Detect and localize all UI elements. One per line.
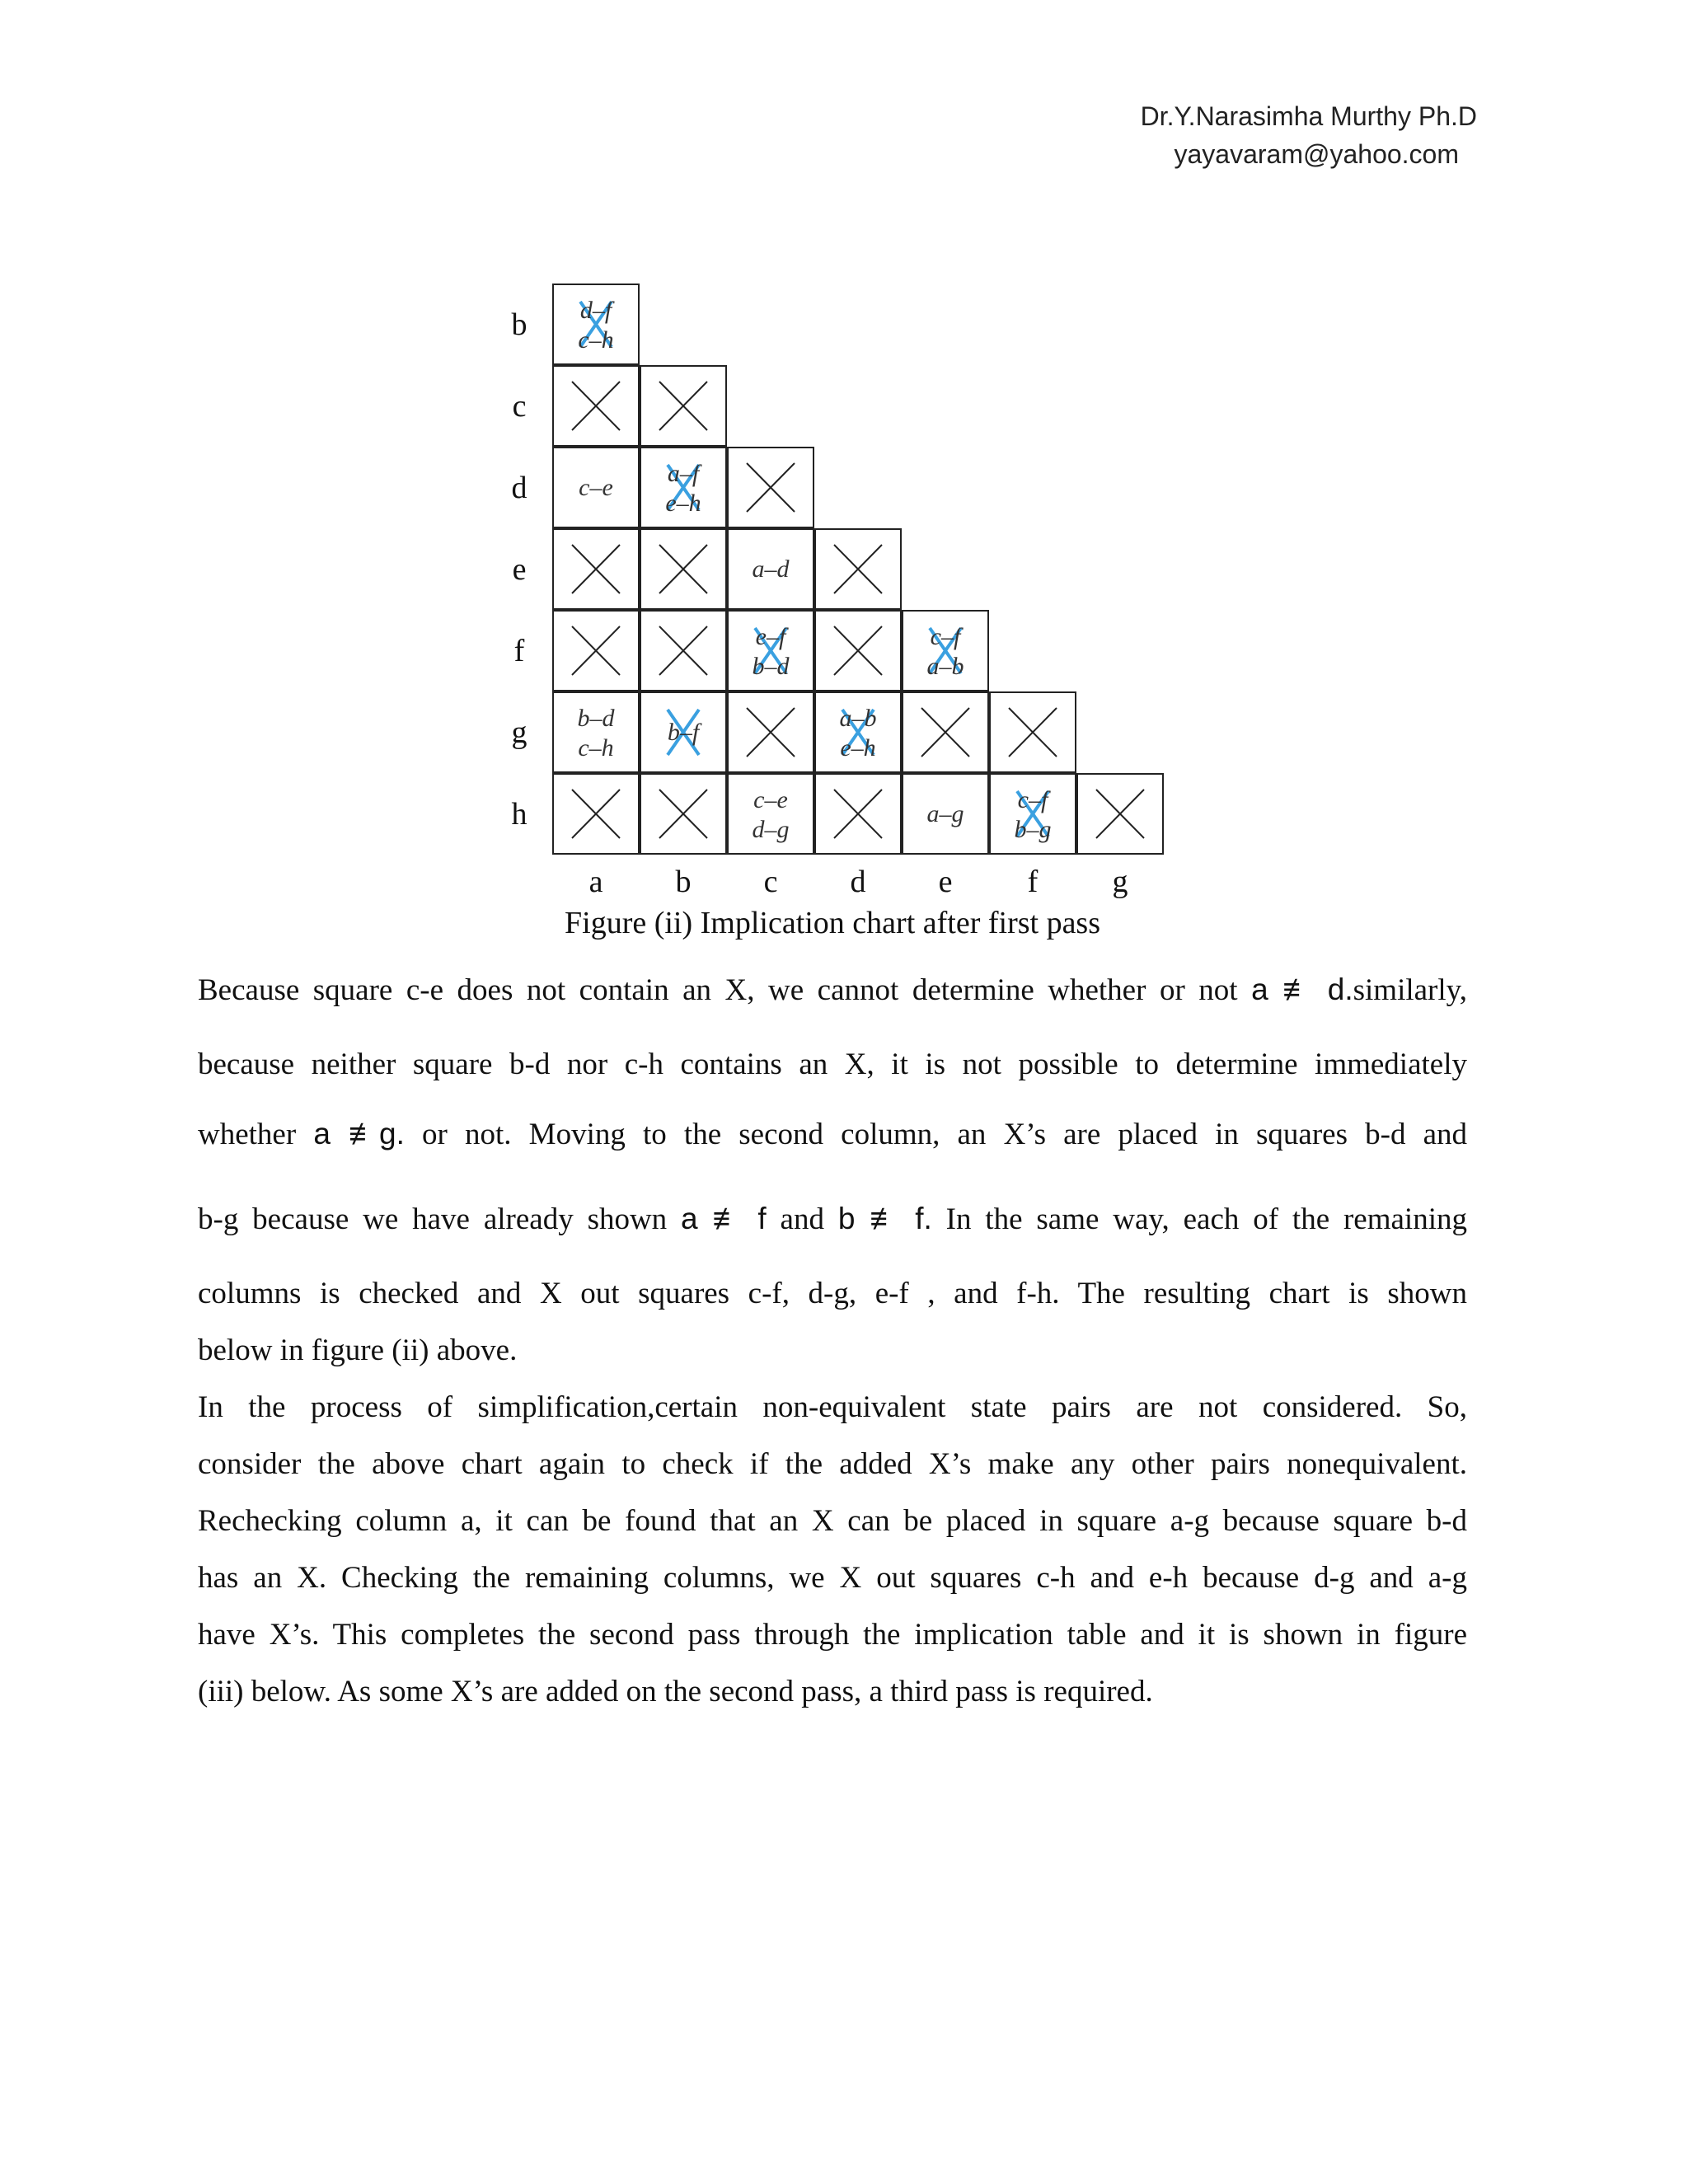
- row-label-f: f: [513, 634, 525, 668]
- chart-cell-f-c: [727, 610, 814, 691]
- chart-cell-d-b: [640, 447, 727, 528]
- state-pair-label: e–h: [665, 490, 701, 517]
- chart-cell-e-a: [552, 528, 640, 610]
- cross-mark-icon: [641, 775, 725, 853]
- page-header: [1141, 97, 1477, 173]
- paragraph-line: below in figure (ii) above.: [198, 1333, 518, 1367]
- cross-mark-icon: [816, 612, 900, 690]
- paragraph-line: consider the above chart again to check if the added X’s make any other pairs nonequivalent.: [198, 1447, 1467, 1481]
- paragraph-line: have X’s. This completes the second pass through the implication table and it is shown in figure: [198, 1618, 1467, 1652]
- col-label-c: c: [763, 865, 778, 899]
- implication-chart: [495, 272, 1236, 956]
- cross-mark-icon: [641, 367, 725, 445]
- figure-caption: Figure (ii) Implication chart after first pass: [565, 906, 1101, 940]
- chart-cell-g-e: [902, 691, 989, 773]
- row-label-c: c: [512, 389, 527, 424]
- state-pair-label: a–g: [926, 800, 964, 827]
- cross-mark-icon: [554, 530, 638, 608]
- paragraph-line: because neither square b-d nor c-h contains an X, it is not possible to determine immediately: [198, 1047, 1467, 1081]
- paragraph-line: has an X. Checking the remaining columns, we X out squares c-h and e-h because d-g and a-g: [198, 1561, 1467, 1595]
- state-pair-label: b–g: [1014, 816, 1052, 843]
- col-label-a: a: [588, 865, 603, 899]
- col-label-b: b: [675, 865, 692, 899]
- state-pair-label: b–f: [667, 719, 700, 746]
- cross-mark-icon: [641, 612, 725, 690]
- paragraph-line: Rechecking column a, it can be found that an X can be placed in square a-g because square b-d: [198, 1504, 1467, 1538]
- col-label-e: e: [938, 865, 953, 899]
- chart-cell-g-f: [989, 691, 1076, 773]
- chart-cell-h-a: [552, 773, 640, 855]
- cross-mark-icon: [554, 775, 638, 853]
- state-pair-label: c–f: [1017, 786, 1048, 813]
- author-name: Dr.Y.Narasimha Murthy Ph.D: [1140, 101, 1477, 131]
- chart-cell-h-d: [814, 773, 902, 855]
- chart-cell-e-d: [814, 528, 902, 610]
- chart-cell-b-a: [552, 284, 640, 365]
- cross-mark-icon: [903, 693, 987, 771]
- chart-cell-h-f: [989, 773, 1076, 855]
- state-pair-label: c–e: [753, 786, 788, 813]
- chart-cell-f-d: [814, 610, 902, 691]
- chart-cell-h-c: [727, 773, 814, 855]
- state-pair-label: d–g: [752, 816, 790, 843]
- chart-cell-g-c: [727, 691, 814, 773]
- state-pair-label: a–b: [926, 653, 964, 680]
- cross-mark-icon: [816, 530, 900, 608]
- col-label-g: g: [1112, 865, 1128, 899]
- row-label-e: e: [512, 552, 527, 587]
- state-pair-label: a–d: [752, 555, 790, 583]
- chart-cell-c-b: [640, 365, 727, 447]
- row-label-d: d: [511, 471, 528, 505]
- chart-cell-g-a: [552, 691, 640, 773]
- col-label-f: f: [1027, 865, 1039, 899]
- cross-mark-icon: [1078, 775, 1162, 853]
- paragraph-line: columns is checked and X out squares c-f, d-g, e-f , and f-h. The resulting chart is shown: [198, 1277, 1467, 1310]
- state-pair-label: a–b: [839, 705, 877, 732]
- chart-cell-d-c: [727, 447, 814, 528]
- chart-cell-f-b: [640, 610, 727, 691]
- state-pair-label: c–e: [579, 474, 613, 501]
- chart-cell-h-b: [640, 773, 727, 855]
- state-pair-label: e–f: [755, 623, 786, 650]
- state-pair-label: b–d: [577, 705, 615, 732]
- chart-cell-h-g: [1076, 773, 1164, 855]
- chart-cell-e-c: [727, 528, 814, 610]
- paragraph-line: whether a ≢g. or not. Moving to the second column, an X’s are placed in squares b-d and: [198, 1117, 1467, 1151]
- state-pair-label: a–f: [667, 460, 700, 487]
- chart-cell-e-b: [640, 528, 727, 610]
- state-pair-label: e–h: [840, 734, 876, 762]
- chart-cell-g-b: [640, 691, 727, 773]
- chart-cell-f-e: [902, 610, 989, 691]
- state-pair-label: c–f: [930, 623, 961, 650]
- chart-cell-c-a: [552, 365, 640, 447]
- state-pair-label: c–h: [578, 326, 614, 354]
- cross-mark-icon: [816, 775, 900, 853]
- cross-mark-icon: [729, 448, 813, 527]
- chart-cell-f-a: [552, 610, 640, 691]
- cross-mark-icon: [991, 693, 1075, 771]
- state-pair-label: c–h: [578, 734, 614, 762]
- author-email: yayavaram@yahoo.com: [1174, 139, 1459, 169]
- paragraph-line: b-g because we have already shown a ≢ f and b ≢ f. In the same way, each of the remaining: [198, 1202, 1467, 1236]
- cross-mark-icon: [554, 367, 638, 445]
- chart-cell-d-a: [552, 447, 640, 528]
- cross-mark-icon: [554, 612, 638, 690]
- col-label-d: d: [850, 865, 866, 899]
- paragraph-line: (iii) below. As some X’s are added on the second pass, a third pass is required.: [198, 1675, 1153, 1708]
- row-label-h: h: [511, 797, 528, 832]
- row-label-b: b: [511, 307, 528, 342]
- chart-cell-h-e: [902, 773, 989, 855]
- state-pair-label: d–f: [579, 297, 612, 324]
- paragraph-line: In the process of simplification,certain non-equivalent state pairs are not considered. So,: [198, 1390, 1467, 1424]
- chart-cell-g-d: [814, 691, 902, 773]
- cross-mark-icon: [729, 693, 813, 771]
- state-pair-label: b–d: [752, 653, 790, 680]
- row-label-g: g: [511, 715, 528, 750]
- cross-mark-icon: [641, 530, 725, 608]
- paragraph-line: Because square c-e does not contain an X, we cannot determine whether or not a ≢ d.similarly,: [198, 972, 1467, 1007]
